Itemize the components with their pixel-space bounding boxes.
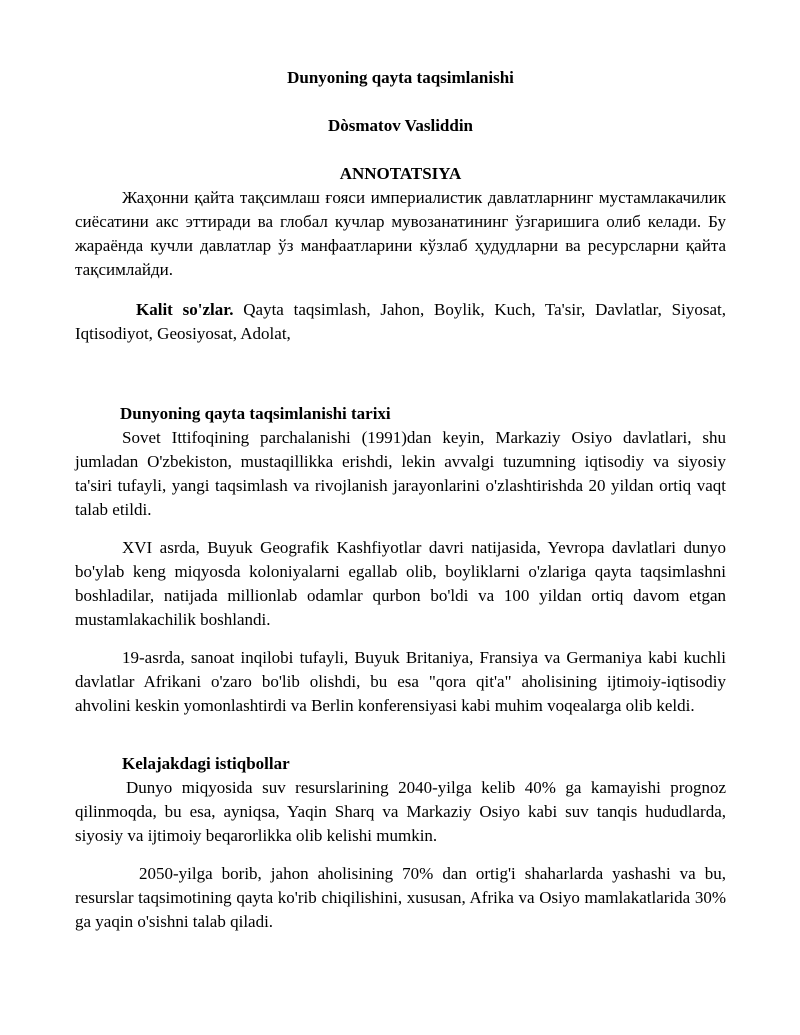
annotation-text: Жаҳонни қайта тақсимлаш ғояси империалистик давлатларнинг мустамлакачилик сиёсатини акс эттиради ва глобал кучлар мувозанатининг ўзгаришига олиб келади. Бу жараёнда кучли давлатлар ўз манфаатларини кўзлаб ҳудудларни ва ресурсларни қайта тақсимлайди.: [75, 188, 726, 279]
annotation-heading: ANNOTATSIYA: [339, 164, 462, 183]
section-heading-history: Dunyoning qayta taqsimlanishi tarixi: [120, 404, 391, 423]
paragraph: 2050-yilga borib, jahon aholisining 70% dan ortig'i shaharlarda yashashi va bu, resurslar taqsimotining qayta ko'rib chiqilishini, xususan, Afrika va Osiyo mamlakatlarida 30% ga yaqin o'sishni talab qiladi.: [75, 864, 726, 931]
keywords-text: Qayta taqsimlash, Jahon, Boylik, Kuch, Ta'sir, Davlatlar, Siyosat, Iqtisodiyot, Geosiyosat, Adolat,: [75, 300, 726, 343]
paragraph: XVI asrda, Buyuk Geografik Kashfiyotlar davri natijasida, Yevropa davlatlari dunyo bo'ylab keng miqyosda koloniyalarni egallab olib, boyliklarni o'zlariga qayta taqsimlashni boshladilar, natijada millionlab odamlar qurbon bo'ldi va 100 yildan ortiq davom etgan mustamlakachilik boshlandi.: [75, 538, 726, 629]
author-name: Dòsmatov Vasliddin: [327, 116, 474, 135]
document-title: Dunyoning qayta taqsimlanishi: [287, 68, 514, 87]
section-heading-future: Kelajakdagi istiqbollar: [122, 754, 290, 773]
keywords-paragraph: [75, 298, 726, 346]
paragraph: 19-asrda, sanoat inqilobi tufayli, Buyuk Britaniya, Fransiya va Germaniya kabi kuchli davlatlar Afrikani o'zaro bo'lib olishdi, bu esa "qora qit'a" aholisining ijtimoiy-iqtisodiy ahvolini keskin yomonlashtirdi va Berlin konferensiyasi kabi muhim voqealarga olib keldi.: [75, 648, 726, 715]
paragraph: Dunyo miqyosida suv resurslarining 2040-yilga kelib 40% ga kamayishi prognoz qilinmoqda, bu esa, ayniqsa, Yaqin Sharq va Markaziy Osiyo kabi suv tanqis hududlarda, siyosiy va ijtimoiy beqarorlikka olib kelishi mumkin.: [75, 778, 726, 845]
paragraph: Sovet Ittifoqining parchalanishi (1991)dan keyin, Markaziy Osiyo davlatlari, shu jumladan O'zbekiston, mustaqillikka erishdi, lekin avvalgi tuzumning iqtisodiy va siyosiy ta'siri tufayli, yangi taqsimlash va rivojlanish jarayonlarini o'zlashtirishda 20 yildan ortiq vaqt talab etildi.: [75, 428, 726, 519]
document-body: [75, 66, 726, 934]
keywords-label: Kalit so'zlar.: [136, 300, 234, 319]
